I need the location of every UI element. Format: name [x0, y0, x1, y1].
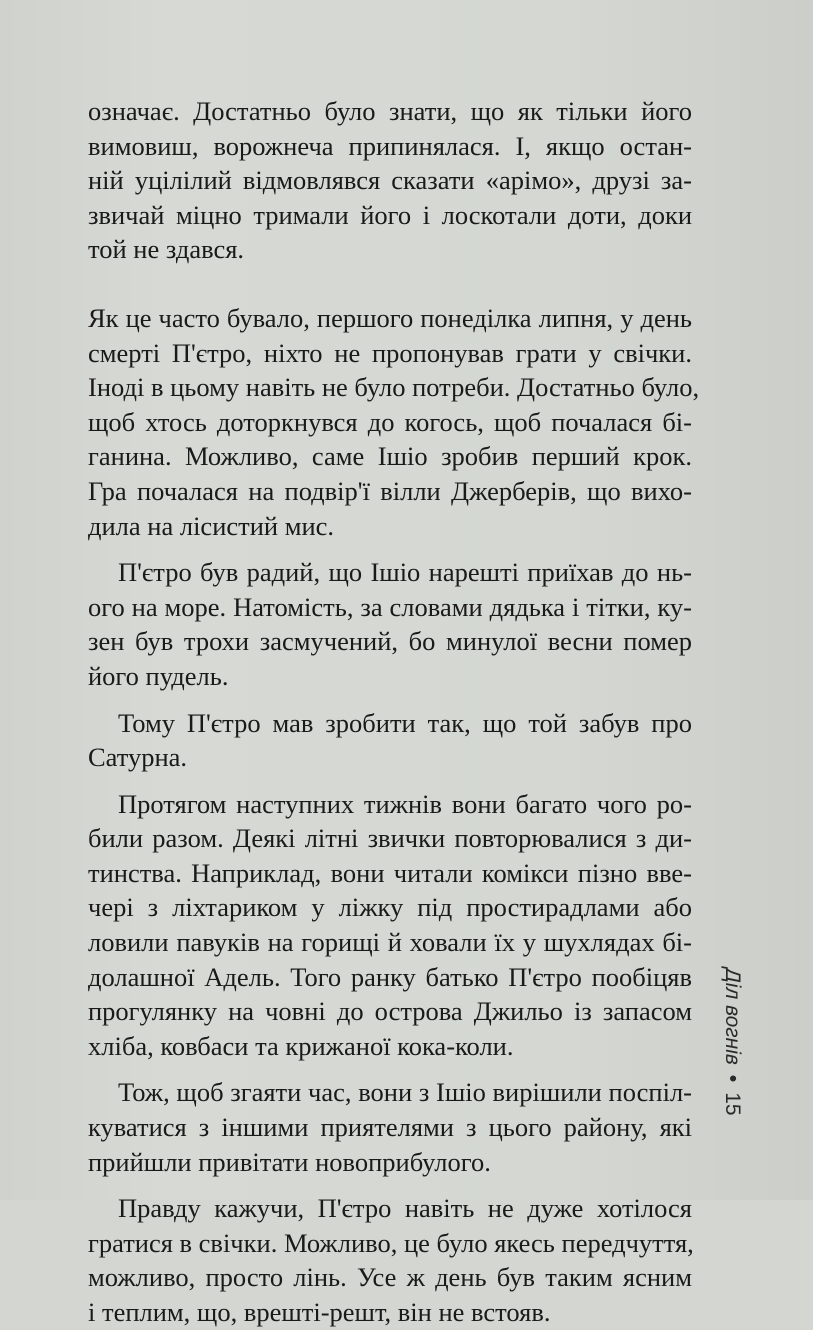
body-text: [88, 94, 700, 1330]
running-head-text: [720, 968, 744, 1116]
paragraph-1: [88, 94, 692, 267]
text-line: прогулянку на човні до острова Джильо із запасом: [88, 996, 692, 1027]
text-line: Тому П'єтро мав зробити так, що той забув про: [118, 707, 692, 738]
paragraph-7: [88, 1191, 692, 1329]
text-line: Гра почалася на подвір'ї вілли Джерберів, що вихо-: [88, 475, 692, 506]
text-line: били разом. Деякі літні звички повторювалися з ди-: [88, 823, 692, 854]
text-line: П'єтро був радий, що Ішіо нарешті приїхав до нь-: [118, 557, 692, 588]
text-line: його пудель.: [88, 660, 229, 691]
running-head: [721, 968, 764, 1148]
text-line: вимовиш, ворожнеча припинялася. І, якщо остан-: [88, 130, 692, 161]
text-line: звичай міцно тримали його і лоскотали доти, доки: [88, 199, 692, 230]
page-number: 15: [721, 1092, 744, 1116]
paragraph-2: [88, 301, 700, 543]
book-title: Діл вогнів: [721, 968, 744, 1065]
text-line: долашної Адель. Того ранку батько П'єтро пообіцяв: [88, 961, 692, 992]
text-line: Правду кажучи, П'єтро навіть не дуже хотілося: [118, 1193, 692, 1224]
paragraph-4: [88, 706, 692, 775]
paragraph-3: [88, 555, 692, 693]
text-line: зен був трохи засмучений, бо минулої весни помер: [88, 626, 692, 657]
text-line: ганина. Можливо, саме Ішіо зробив перший крок.: [88, 441, 692, 472]
text-line: Протягом наступних тижнів вони багато чого ро-: [118, 788, 692, 819]
text-line: Як це часто бувало, першого понеділка липня, у день: [88, 302, 692, 333]
text-line: означає. Достатньо було знати, що як тільки його: [88, 96, 692, 126]
paragraph-5: [88, 787, 692, 1064]
text-line: куватися з іншими приятелями з цього району, які: [88, 1112, 692, 1143]
paragraph-6: [88, 1075, 692, 1179]
text-line: можливо, просто лінь. Усе ж день був таким ясним: [88, 1262, 692, 1293]
text-line: ловили павуків на горищі й ховали їх у шухлядах бі-: [88, 927, 692, 958]
text-line: ого на море. Натомість, за словами дядька і тітки, ку-: [88, 591, 692, 622]
text-line: хліба, ковбаси та крижаної кока-коли.: [88, 1030, 514, 1061]
separator-dot: •: [721, 1074, 744, 1083]
text-line: смерті П'єтро, ніхто не пропонував грати у свічки.: [88, 337, 692, 368]
text-line: тинства. Наприклад, вони читали комікси пізно вве-: [88, 857, 692, 888]
text-line: гратися в свічки. Можливо, це було якесь передчуття,: [88, 1227, 694, 1258]
text-line: і теплим, що, врешті-решт, він не встояв.: [88, 1297, 551, 1327]
text-line: ній уцілілий відмовлявся сказати «арімо», друзі за-: [88, 165, 692, 196]
text-line: Сатурна.: [88, 742, 188, 773]
text-line: той не здався.: [88, 234, 245, 265]
text-line: Іноді в цьому навіть не було потреби. Достатньо було,: [88, 372, 700, 403]
text-line: чері з ліхтариком у ліжку під простирадлами або: [88, 892, 692, 923]
text-line: прийшли привітати новоприбулого.: [88, 1146, 491, 1177]
text-line: дила на лісистий мис.: [88, 510, 335, 541]
text-line: щоб хтось доторкнувся до когось, щоб почалася бі-: [88, 406, 692, 437]
text-line: Тож, щоб згаяти час, вони з Ішіо вирішили поспіл-: [118, 1077, 692, 1108]
